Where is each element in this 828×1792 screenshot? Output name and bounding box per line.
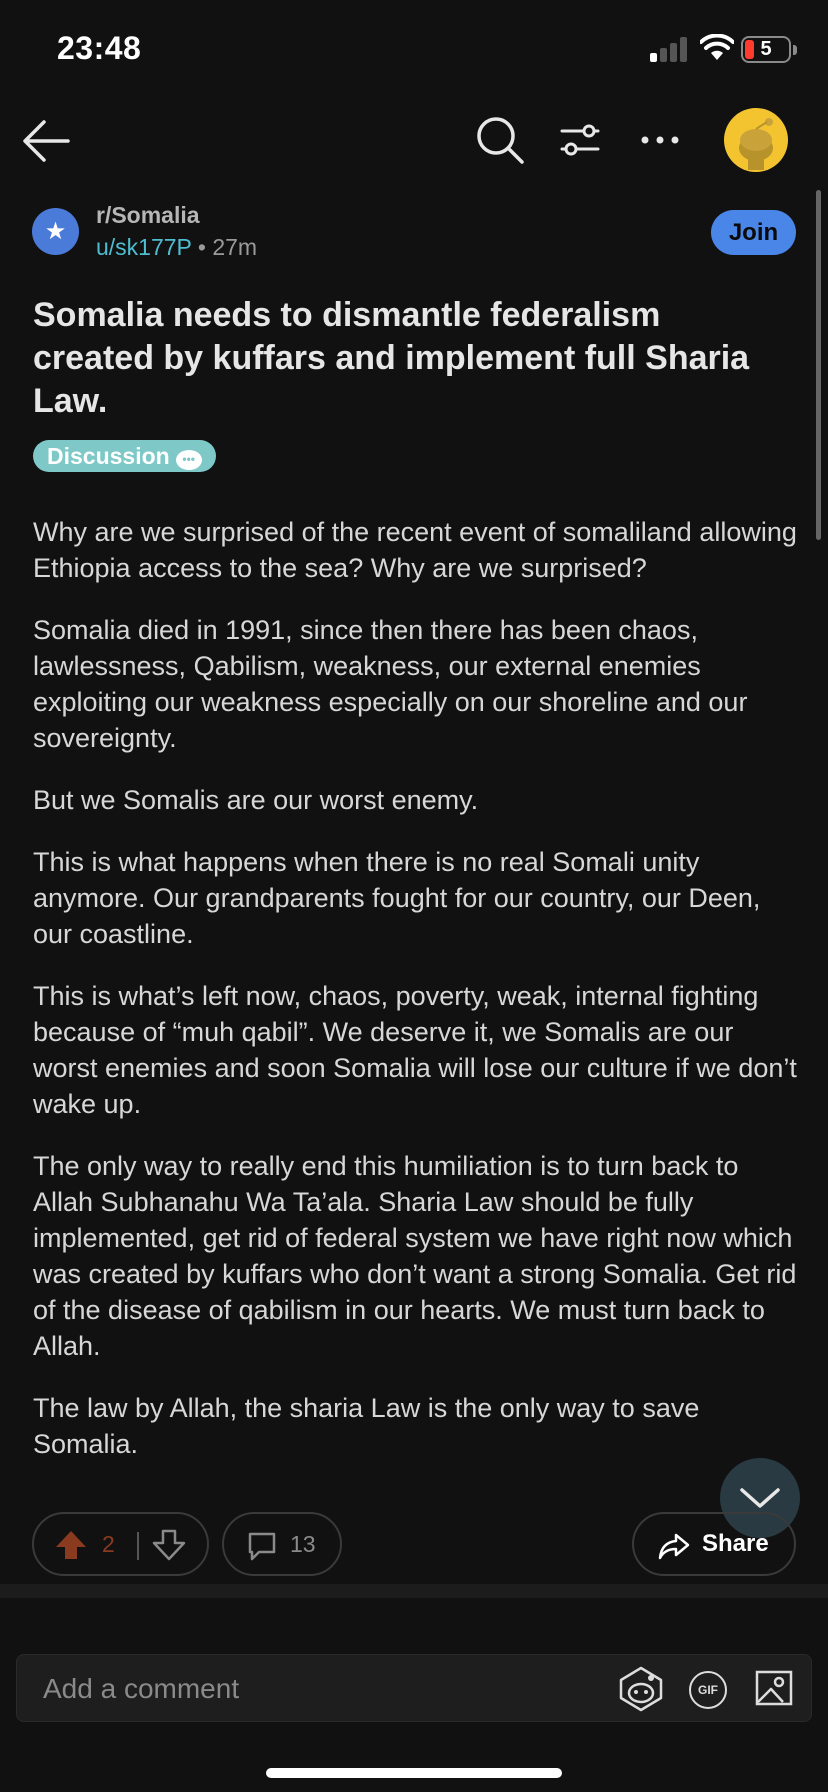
post-meta — [96, 234, 257, 261]
body-paragraph: This is what happens when there is no real Somali unity anymore. Our grandparents fought for our country, our Deen, our coastline. — [33, 847, 761, 949]
cellular-signal-icon — [650, 36, 690, 62]
comment-placeholder: Add a comment — [43, 1673, 240, 1704]
flair-label: Discussion — [47, 443, 170, 469]
downvote-arrow-icon[interactable] — [152, 1528, 186, 1562]
gif-icon[interactable]: GIF — [689, 1671, 727, 1709]
wifi-icon — [700, 34, 734, 62]
join-button[interactable]: Join — [711, 210, 796, 255]
status-bar — [0, 0, 828, 100]
comment-count: 13 — [290, 1531, 316, 1557]
more-horizontal-icon[interactable] — [636, 116, 684, 164]
share-arrow-icon — [658, 1530, 690, 1562]
comment-composer — [0, 1584, 828, 1792]
vote-control — [32, 1512, 209, 1576]
body-paragraph: The law by Allah, the sharia Law is the only way to save Somalia. — [33, 1393, 700, 1459]
snoo-emoji-icon[interactable] — [617, 1666, 665, 1712]
subreddit-name[interactable]: r/Somalia — [96, 202, 200, 228]
top-navigation — [0, 100, 828, 180]
user-avatar[interactable] — [724, 108, 788, 172]
comment-input[interactable] — [16, 1654, 812, 1722]
body-paragraph: But we Somalis are our worst enemy. — [33, 785, 479, 815]
home-indicator[interactable] — [266, 1768, 562, 1778]
image-upload-icon[interactable] — [755, 1669, 793, 1707]
post-header — [0, 196, 828, 266]
post-flair[interactable] — [33, 440, 216, 472]
body-paragraph: The only way to really end this humiliation is to turn back to Allah Subhanahu Wa Ta’ala. Sharia Law should be fully implemented, get rid of federal system we have right now which was created by kuffars who don’t want a strong Somalia. Get rid of the disease of qabilism in our hearts. We must turn back to Allah. — [33, 1151, 797, 1361]
post-author[interactable]: u/sk177P — [96, 234, 192, 260]
vote-count: 2 — [102, 1531, 115, 1557]
post-title: Somalia needs to dismantle federalism created by kuffars and implement full Sharia Law. — [33, 296, 750, 420]
post-age: 27m — [212, 234, 258, 260]
battery-icon — [741, 36, 791, 63]
comments-button[interactable] — [222, 1512, 342, 1576]
body-paragraph: Why are we surprised of the recent event of somaliland allowing Ethiopia access to the sea? Why are we surprised? — [33, 517, 797, 583]
meta-separator: • — [197, 234, 206, 260]
body-paragraph: Somalia died in 1991, since then there has been chaos, lawlessness, Qabilism, weakness, our external enemies exploiting our weakness especially on our shoreline and our sovereignty. — [33, 615, 748, 753]
battery-nub — [793, 45, 797, 55]
post-body — [33, 514, 803, 1488]
upvote-arrow-icon[interactable] — [54, 1528, 88, 1562]
status-time: 23:48 — [57, 30, 142, 66]
comment-bubble-icon — [246, 1530, 278, 1562]
body-paragraph: This is what’s left now, chaos, poverty, weak, internal fighting because of “muh qabil”. We deserve it, we Somalis are our worst enemies and soon Somalia will lose our culture if we don’t wake up. — [33, 981, 797, 1119]
battery-level: 5 — [760, 38, 772, 60]
sliders-icon[interactable] — [558, 118, 602, 162]
post-action-row — [0, 1512, 828, 1576]
share-label: Share — [702, 1530, 769, 1557]
search-icon[interactable] — [474, 114, 526, 166]
share-button[interactable] — [632, 1512, 796, 1576]
back-arrow-icon[interactable] — [20, 116, 72, 166]
subreddit-star-icon[interactable]: ★ — [32, 208, 79, 255]
speech-bubble-icon: ••• — [176, 450, 202, 470]
vote-divider — [137, 1532, 139, 1560]
